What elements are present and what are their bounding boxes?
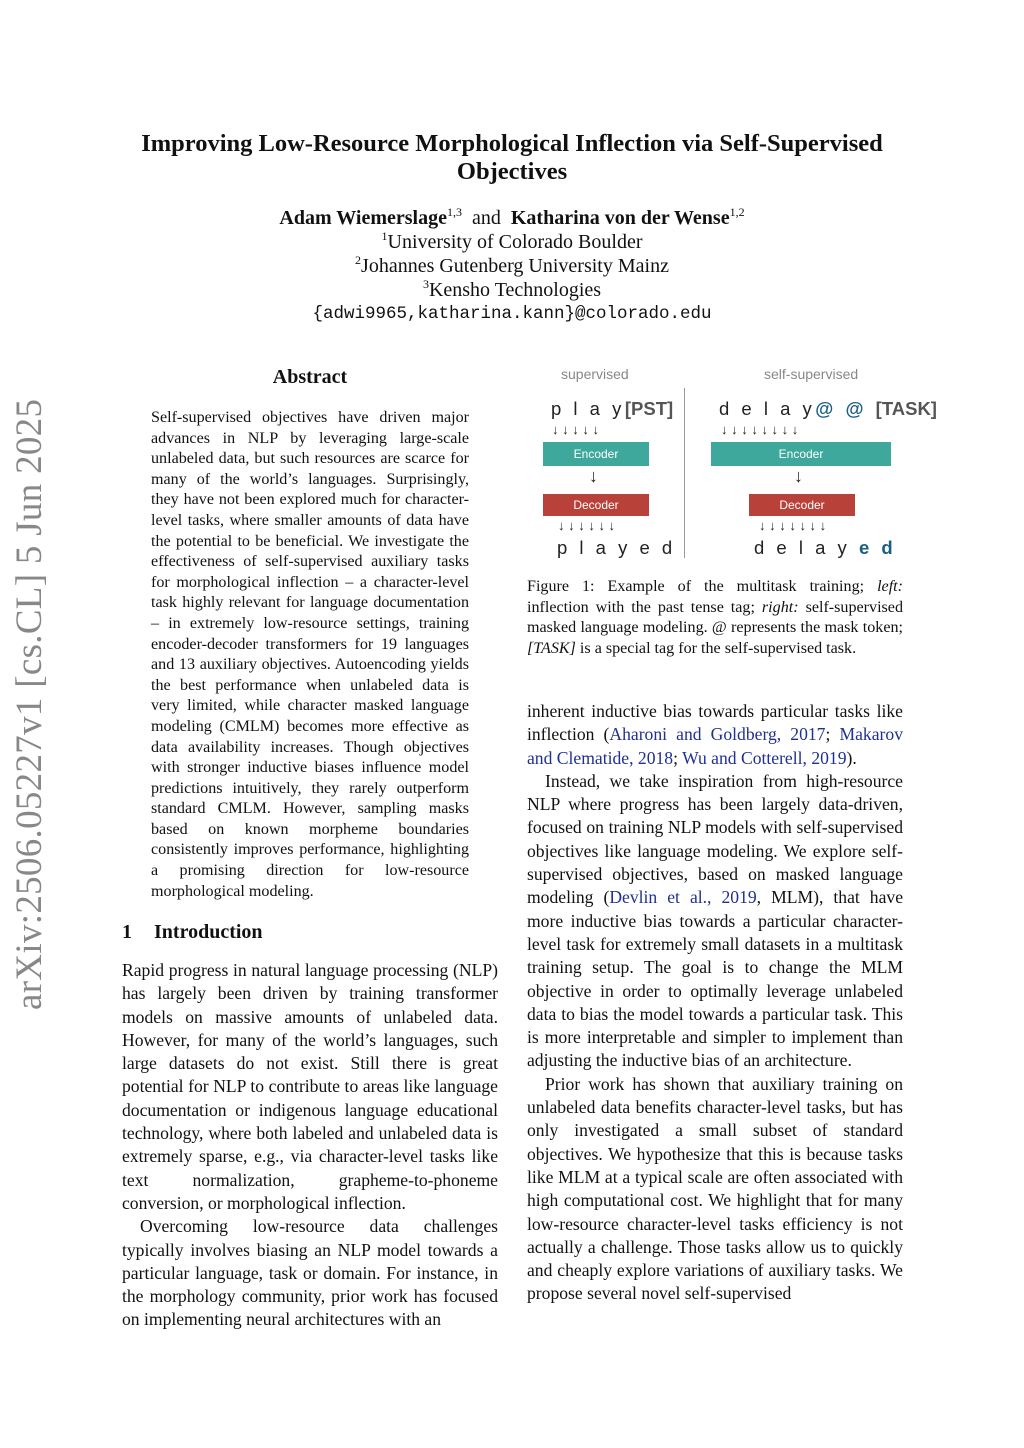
citation-aharoni-goldberg[interactable]: Aharoni and Goldberg, 2017 bbox=[609, 724, 826, 745]
figure-divider bbox=[684, 388, 685, 558]
abstract-heading: Abstract bbox=[272, 366, 348, 388]
supervised-decoder-box: Decoder bbox=[543, 494, 649, 516]
citation-wu-cotterell[interactable]: Wu and Cotterell, 2019 bbox=[682, 747, 847, 768]
task-tag: [TASK] bbox=[875, 398, 937, 419]
author-and: and bbox=[471, 207, 501, 229]
left-column-body bbox=[122, 959, 498, 1332]
mask-tokens: @ @ bbox=[815, 398, 868, 419]
self-supervised-output-arrows: ↓ ↓ ↓ ↓ ↓ ↓ ↓ bbox=[759, 518, 827, 533]
right-column-body bbox=[527, 700, 903, 1306]
right-paragraph-2: Instead, we take inspiration from high-resource NLP where progress has been largely data-driven, focused on training NLP models with self-supervised objectives like language modeling. We explore self-supervised objectives, based on masked language modeling (Devlin et al., 2019, MLM), that have more inductive bias towards a particular character-level task for extremely small datasets in a multitask training setup. The goal is to change the MLM objective in order to optimally leverage unlabeled data to bias the model towards a particular task. This is more interpretable and simpler to implement than adjusting the inductive bias of an architecture. bbox=[527, 770, 904, 1071]
supervised-down-arrow: ↓ bbox=[589, 466, 598, 486]
affiliation-3: $^3$Kensho Technologies bbox=[422, 277, 602, 301]
supervised-input-arrows: ↓ ↓ ↓ ↓ ↓ bbox=[552, 422, 599, 437]
supervised-encoder-box: Encoder bbox=[543, 442, 649, 466]
self-supervised-input: d e l a y@ @ [TASK] bbox=[719, 398, 937, 419]
supervised-output: p l a y e d bbox=[557, 537, 676, 558]
author-email: {adwi9965,katharina.kann}@colorado.edu bbox=[312, 304, 712, 324]
right-paragraph-1: inherent inductive bias towards particular tasks like inflection (Aharoni and Goldberg, 2017; Makarov and Clematide, 2018; Wu and Cotterell, 2019). bbox=[527, 701, 903, 768]
self-supervised-output: d e l a y e d bbox=[754, 537, 897, 558]
citation-makarov-clematide[interactable]: Makarov and Clematide, 2018 bbox=[527, 724, 903, 768]
self-supervised-encoder-box: Encoder bbox=[711, 442, 891, 466]
abstract-body: Self-supervised objectives have driven major advances in NLP by leveraging large-scale unlabeled data, but such resources are scarce for many of the world’s languages. Surprisingly, they have not been explored much for character-level tasks, where smaller amounts of data have the potential to be beneficial. We investigate the effectiveness of self-supervised auxiliary tasks for morphological inflection – a character-level task highly relevant for language documentation – in extremely low-resource settings, training encoder-decoder transformers for 19 languages and 13 auxiliary objectives. Autoencoding yields the best performance when unlabeled data is very limited, while character masked language modeling (CMLM) becomes more effective as data availability increases. Though objectives with stronger inductive biases influence model predictions intuitively, they rarely outperform standard CMLM. However, sampling masks based on known morpheme boundaries consistently improves performance, highlighting a promising direction for low-resource morphological modeling. bbox=[151, 409, 469, 900]
author-1: Adam Wiemerslage bbox=[279, 207, 447, 229]
supervised-input: p l a y[PST] bbox=[551, 398, 674, 419]
figure-1-caption: Figure 1: Example of the multitask training; left: inflection with the past tense tag; right: self-supervised masked language modeling. @ represents the mask token; [TASK] is a special tag for the self-supervised task. bbox=[527, 578, 903, 657]
author-line: Adam Wiemerslage$^{1,3}$ and Katharina von der Wense$^{1,2}$ bbox=[279, 205, 745, 229]
figure-label-supervised: supervised bbox=[561, 366, 629, 382]
pst-tag: [PST] bbox=[624, 398, 674, 419]
self-supervised-down-arrow: ↓ bbox=[794, 466, 803, 486]
author-2: Katharina von der Wense bbox=[510, 207, 730, 229]
self-supervised-decoder-box: Decoder bbox=[749, 494, 855, 516]
arxiv-stamp: arXiv:2506.05227v1 [cs.CL] 5 Jun 2025 bbox=[9, 398, 50, 1010]
title-line-2: Objectives bbox=[456, 158, 568, 185]
figure-1 bbox=[527, 362, 937, 562]
supervised-output-arrows: ↓ ↓ ↓ ↓ ↓ ↓ bbox=[558, 518, 616, 533]
figure-label-self-supervised: self-supervised bbox=[764, 366, 859, 382]
affiliation-2: $^2$Johannes Gutenberg University Mainz bbox=[355, 253, 669, 277]
intro-paragraph-2: Overcoming low-resource data challenges typically involves biasing an NLP model towards a particular language, task or domain. For instance, in the morphology community, prior work has focused on implementing neural architectures with an bbox=[122, 1216, 498, 1330]
section-heading-introduction: 1 Introduction bbox=[122, 921, 263, 943]
citation-devlin[interactable]: Devlin et al., 2019 bbox=[609, 887, 757, 908]
intro-paragraph-1: Rapid progress in natural language processing (NLP) has largely been driven by training transformer models on massive amounts of unlabeled data. However, for many of the world’s languages, such large datasets do not exist. Still there is great potential for NLP to contribute to areas like language documentation or indigenous language educational technology, where both labeled and unlabeled data is extremely sparse, e.g., via character-level tasks like text normalization, grapheme-to-phoneme conversion, or morphological inflection. bbox=[122, 960, 498, 1213]
affiliation-1: $^1$University of Colorado Boulder bbox=[381, 229, 643, 253]
title-line-1: Improving Low-Resource Morphological Inflection via Self-Supervised bbox=[141, 130, 883, 157]
author-block bbox=[100, 206, 924, 326]
self-supervised-input-arrows: ↓ ↓ ↓ ↓ ↓ ↓ ↓ ↓ bbox=[721, 422, 799, 437]
paper-title bbox=[100, 130, 924, 186]
right-paragraph-3: Prior work has shown that auxiliary training on unlabeled data benefits character-level tasks, but has only investigated a small subset of standard objectives. We hypothesize that this is because tasks like MLM at a typical scale are often associated with high computational cost. We highlight that for many low-resource character-level tasks efficiency is not actually a challenge. Those tasks allow us to quickly and cheaply explore variations of auxiliary tasks. We propose several novel self-supervised bbox=[527, 1073, 903, 1304]
predicted-mask-chars: e d bbox=[858, 537, 897, 558]
